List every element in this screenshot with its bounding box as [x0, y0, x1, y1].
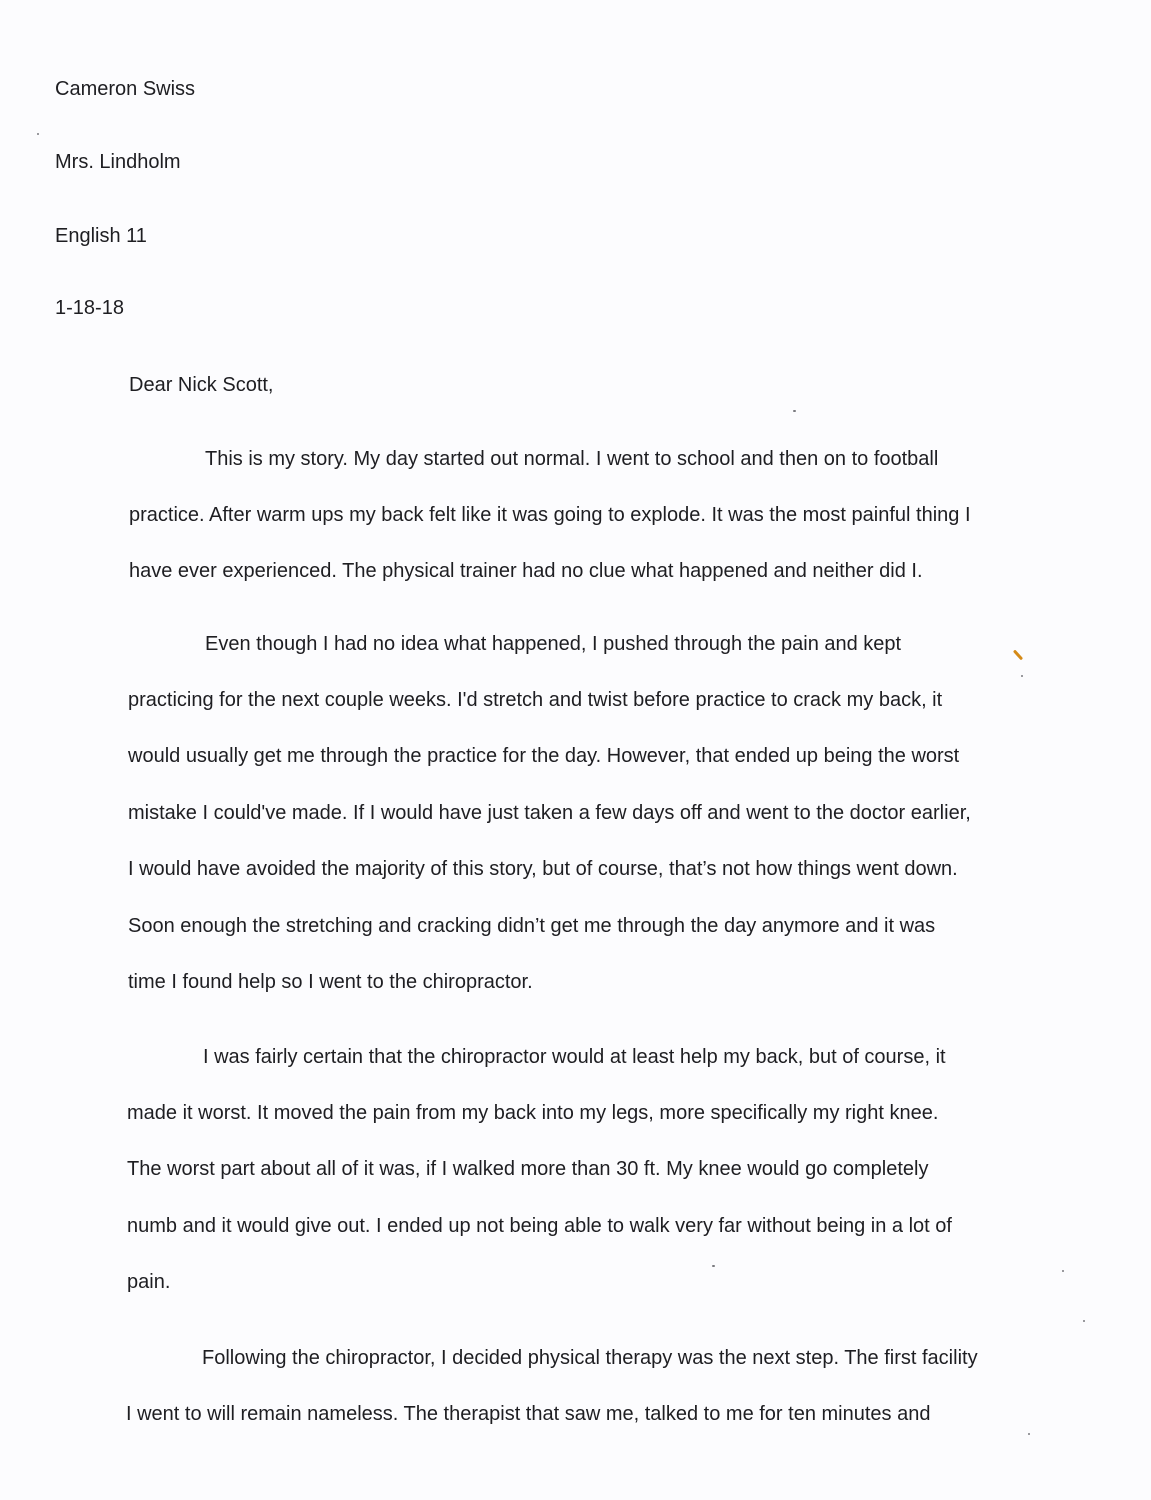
paragraph-1-line-2: practice. After warm ups my back felt like it was going to explode. It was the most painful thing I [129, 504, 971, 526]
scan-speck [1083, 1320, 1085, 1322]
scan-speck [1021, 675, 1023, 677]
paragraph-2-line-5: I would have avoided the majority of this story, but of course, that’s not how things went down. [128, 858, 958, 880]
author-name: Cameron Swiss [55, 78, 196, 100]
paragraph-3-line-3: The worst part about all of it was, if I walked more than 30 ft. My knee would go completely [127, 1158, 929, 1180]
paragraph-3-line-5: pain. [127, 1271, 171, 1293]
paragraph-1-line-1: This is my story. My day started out normal. I went to school and then on to football [205, 448, 939, 470]
paragraph-3-line-4: numb and it would give out. I ended up not being able to walk very far without being in a lot of [127, 1215, 952, 1237]
paragraph-1-line-3: have ever experienced. The physical trainer had no clue what happened and neither did I. [129, 560, 923, 582]
salutation: Dear Nick Scott, [129, 374, 274, 396]
scan-speck [712, 1265, 715, 1267]
orange-pen-mark [1013, 649, 1023, 660]
scan-speck [1062, 1270, 1064, 1272]
scan-speck [37, 133, 39, 135]
paragraph-2-line-7: time I found help so I went to the chiropractor. [128, 971, 533, 993]
teacher-name: Mrs. Lindholm [55, 151, 181, 173]
scan-speck [1028, 1433, 1030, 1435]
paragraph-2-line-1: Even though I had no idea what happened, I pushed through the pain and kept [205, 633, 902, 655]
paragraph-2-line-2: practicing for the next couple weeks. I'd stretch and twist before practice to crack my back, it [128, 689, 943, 711]
course-name: English 11 [55, 225, 147, 247]
letter-date: 1-18-18 [55, 297, 124, 319]
scan-speck [793, 410, 796, 412]
paragraph-2-line-6: Soon enough the stretching and cracking didn’t get me through the day anymore and it was [128, 915, 936, 937]
paragraph-4-line-1: Following the chiropractor, I decided physical therapy was the next step. The first facility [202, 1347, 978, 1369]
paragraph-3-line-2: made it worst. It moved the pain from my back into my legs, more specifically my right knee. [127, 1102, 939, 1124]
paragraph-4-line-2: I went to will remain nameless. The therapist that saw me, talked to me for ten minutes and [126, 1403, 931, 1425]
paragraph-3-line-1: I was fairly certain that the chiropractor would at least help my back, but of course, it [203, 1046, 946, 1068]
paragraph-2-line-3: would usually get me through the practice for the day. However, that ended up being the worst [128, 745, 960, 767]
paragraph-2-line-4: mistake I could've made. If I would have just taken a few days off and went to the doctor earlier, [128, 802, 971, 824]
